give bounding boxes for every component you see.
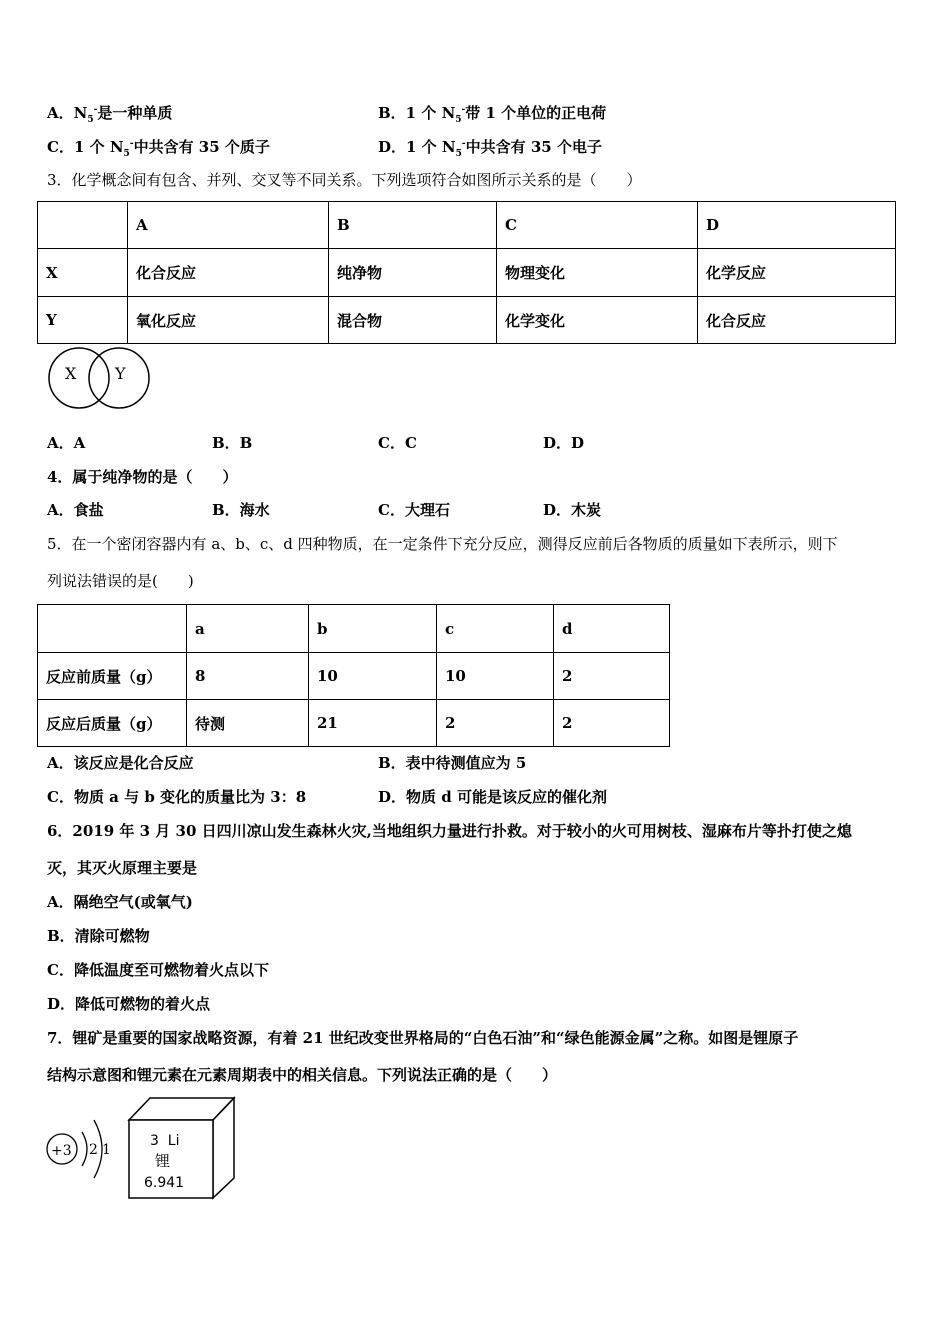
q6-option-d: D．降低可燃物的着火点: [47, 995, 211, 1013]
q5-stem-line2: 列说法错误的是( ): [47, 572, 194, 590]
atomic-number-symbol: 3 Li: [150, 1133, 180, 1149]
nucleus-charge: +3: [51, 1143, 72, 1159]
q3-header-cell: C: [497, 202, 698, 249]
q3-cell: 化学变化: [497, 297, 698, 344]
q3-header-cell: [38, 202, 128, 249]
venn-x-label: X: [65, 364, 77, 383]
q2-option-b: B．1 个 $N_5^-$带 1 个单位的正电荷: [378, 104, 607, 125]
periodic-table-cell: [124, 1094, 238, 1202]
q5-header-cell: a: [187, 605, 309, 653]
q3-cell: X: [38, 249, 128, 297]
q5-header-cell: c: [437, 605, 554, 653]
q5-header-cell: [38, 605, 187, 653]
q5-option-d: D．物质 d 可能是该反应的催化剂: [378, 788, 607, 806]
q5-stem-line1: 5．在一个密闭容器内有 a、b、c、d 四种物质，在一定条件下充分反应，测得反应前后各物质的质量如下表所示，则下: [47, 535, 838, 553]
q5-option-a: A．该反应是化合反应: [47, 754, 194, 772]
q5-cell: 反应后质量（g）: [38, 700, 187, 747]
q2-option-a: A．$N_5^-$是一种单质: [47, 104, 173, 125]
q6-stem-line1: 6．2019 年 3 月 30 日四川凉山发生森林火灾,当地组织力量进行扑救。对于较小的火可用树枝、湿麻布片等扑打使之熄: [47, 822, 852, 840]
q3-option-a: A．A: [47, 434, 86, 452]
q3-cell: 混合物: [329, 297, 497, 344]
q5-option-b: B．表中待测值应为 5: [378, 754, 527, 772]
q5-cell: 2: [554, 653, 670, 700]
q5-header-cell: d: [554, 605, 670, 653]
q5-cell: 2: [437, 700, 554, 747]
q4-option-b: B．海水: [212, 501, 270, 519]
q5-cell: 反应前质量（g）: [38, 653, 187, 700]
q3-option-b: B．B: [212, 434, 253, 452]
q3-table: [37, 201, 896, 344]
element-name: 锂: [155, 1152, 171, 1170]
q3-cell: 化合反应: [698, 297, 896, 344]
electron-shell-1: [82, 1132, 87, 1166]
q3-stem: 3．化学概念间有包含、并列、交叉等不同关系。下列选项符合如图所示关系的是（ ）: [47, 171, 642, 189]
lithium-atom-diagram: [44, 1108, 124, 1188]
q6-option-a: A．隔绝空气(或氧气): [47, 893, 193, 911]
q5-cell: 待测: [187, 700, 309, 747]
q5-table: [37, 604, 670, 747]
q3-cell: Y: [38, 297, 128, 344]
q5-cell: 10: [437, 653, 554, 700]
cube-side-face: [213, 1098, 234, 1198]
q7-stem-line2: 结构示意图和锂元素在元素周期表中的相关信息。下列说法正确的是（ ）: [47, 1066, 558, 1084]
shell-1-electrons: 2: [89, 1142, 98, 1158]
q3-cell: 化学反应: [698, 249, 896, 297]
q4-option-a: A．食盐: [47, 501, 104, 519]
atomic-mass: 6.941: [144, 1175, 185, 1191]
q5-cell: 8: [187, 653, 309, 700]
q5-cell: 21: [309, 700, 437, 747]
q3-header-cell: A: [128, 202, 329, 249]
q5-header-cell: b: [309, 605, 437, 653]
q6-option-b: B．清除可燃物: [47, 927, 150, 945]
cube-top-face: [129, 1098, 234, 1120]
q6-option-c: C．降低温度至可燃物着火点以下: [47, 961, 269, 979]
venn-diagram: [44, 346, 156, 412]
q3-option-d: D．D: [543, 434, 585, 452]
q4-option-c: C．大理石: [378, 501, 450, 519]
q3-cell: 纯净物: [329, 249, 497, 297]
q5-cell: 2: [554, 700, 670, 747]
q3-header-cell: B: [329, 202, 497, 249]
venn-y-label: Y: [115, 364, 126, 383]
q3-cell: 氧化反应: [128, 297, 329, 344]
q3-option-c: C．C: [378, 434, 417, 452]
q4-option-d: D．木炭: [543, 501, 602, 519]
q5-cell: 10: [309, 653, 437, 700]
q2-option-d: D．1 个 $N_5^-$中共含有 35 个电子: [378, 138, 602, 159]
q6-stem-line2: 灭，其灭火原理主要是: [47, 859, 198, 877]
q2-option-c: C．1 个 $N_5^-$中共含有 35 个质子: [47, 138, 270, 159]
q5-option-c: C．物质 a 与 b 变化的质量比为 3：8: [47, 788, 307, 806]
q7-stem-line1: 7．锂矿是重要的国家战略资源，有着 21 世纪改变世界格局的“白色石油”和“绿色能源金属”之称。如图是锂原子: [47, 1029, 799, 1047]
venn-circle-x: [49, 348, 109, 408]
q3-cell: 化合反应: [128, 249, 329, 297]
q4-stem: 4．属于纯净物的是（ ）: [47, 468, 238, 486]
q3-header-cell: D: [698, 202, 896, 249]
q3-cell: 物理变化: [497, 249, 698, 297]
shell-2-electrons: 1: [102, 1142, 111, 1158]
